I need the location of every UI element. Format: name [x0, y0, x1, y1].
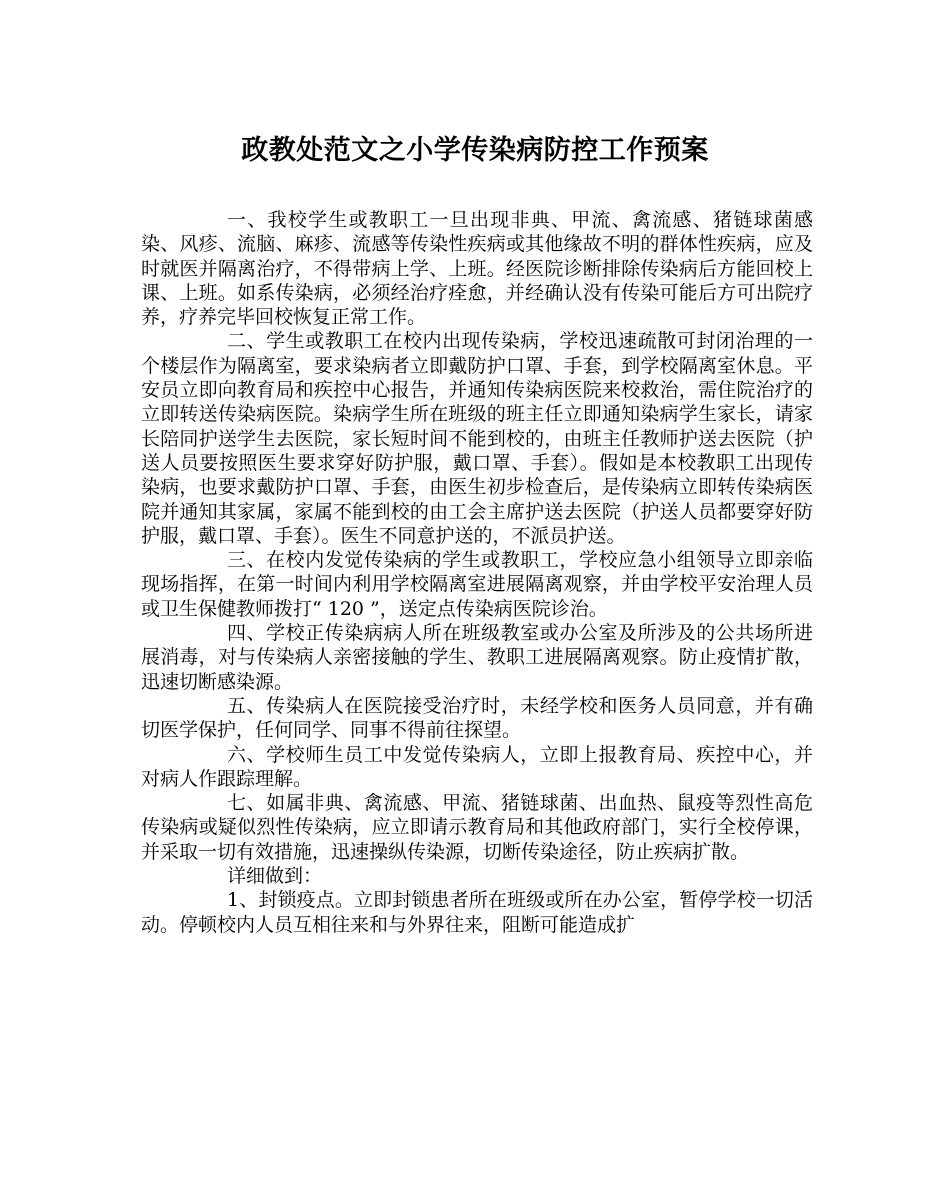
paragraph-3: 三、在校内发觉传染病的学生或教职工，学校应急小组领导立即亲临现场指挥，在第一时间内利用学校隔离室进展隔离观察，并由学校平安治理人员或卫生保健教师拨打“ 120 ”，送定点传染病医院诊治。 — [141, 549, 813, 620]
paragraph-details-heading: 详细做到： — [227, 865, 323, 888]
paragraph-2: 二、学生或教职工在校内出现传染病，学校迅速疏散可封闭治理的一个楼层作为隔离室，要求染病者立即戴防护口罩、手套，到学校隔离室休息。平安员立即向教育局和疾控中心报告，并通知传染病医院来校救治，需住院治疗的立即转送传染病医院。染病学生所在班级的班主任立即通知染病学生家长，请家长陪同护送学生去医院，家长短时间不能到校的，由班主任教师护送去医院（护送人员要按照医生要求穿好防护服，戴口罩、手套）。假如是本校教职工出现传染病，也要求戴防护口罩、手套，由医生初步检查后，是传染病立即转传染病医院并通知其家属，家属不能到校的由工会主席护送去医院（护送人员都要穿好防护服，戴口罩、手套）。医生不同意护送的，不派员护送。 — [141, 330, 813, 547]
paragraph-5: 五、传染病人在医院接受治疗时，未经学校和医务人员同意，并有确切医学保护，任何同学、同事不得前往探望。 — [141, 694, 813, 742]
paragraph-4: 四、学校正传染病病人所在班级教室或办公室及所涉及的公共场所进展消毒，对与传染病人亲密接触的学生、教职工进展隔离观察。防止疫情扩散，迅速切断感染源。 — [141, 622, 813, 693]
document-title: 政教处范文之小学传染病防控工作预案 — [241, 135, 709, 166]
paragraph-measure-1: 1、封锁疫点。立即封锁患者所在班级或所在办公室，暂停学校一切活动。停顿校内人员互相往来和与外界往来，阻断可能造成扩 — [141, 889, 813, 936]
document-body — [141, 208, 813, 937]
paragraph-6: 六、学校师生员工中发觉传染病人，立即上报教育局、疾控中心，并对病人作跟踪理解。 — [141, 743, 813, 790]
paragraph-1: 一、我校学生或教职工一旦出现非典、甲流、禽流感、猪链球菌感染、风疹、流脑、麻疹、流感等传染性疾病或其他缘故不明的群体性疾病，应及时就医并隔离治疗，不得带病上学、上班。经医院诊断排除传染病后方能回校上课、上班。如系传染病，必须经治疗痊愈，并经确认没有传染可能后方可出院疗养，疗养完毕回校恢复正常工作。 — [141, 209, 813, 329]
paragraph-7: 七、如属非典、禽流感、甲流、猪链球菌、出血热、鼠疫等烈性高危传染病或疑似烈性传染病，应立即请示教育局和其他政府部门，实行全校停课，并采取一切有效措施，迅速操纵传染源，切断传染途径，防止疾病扩散。 — [141, 792, 813, 863]
